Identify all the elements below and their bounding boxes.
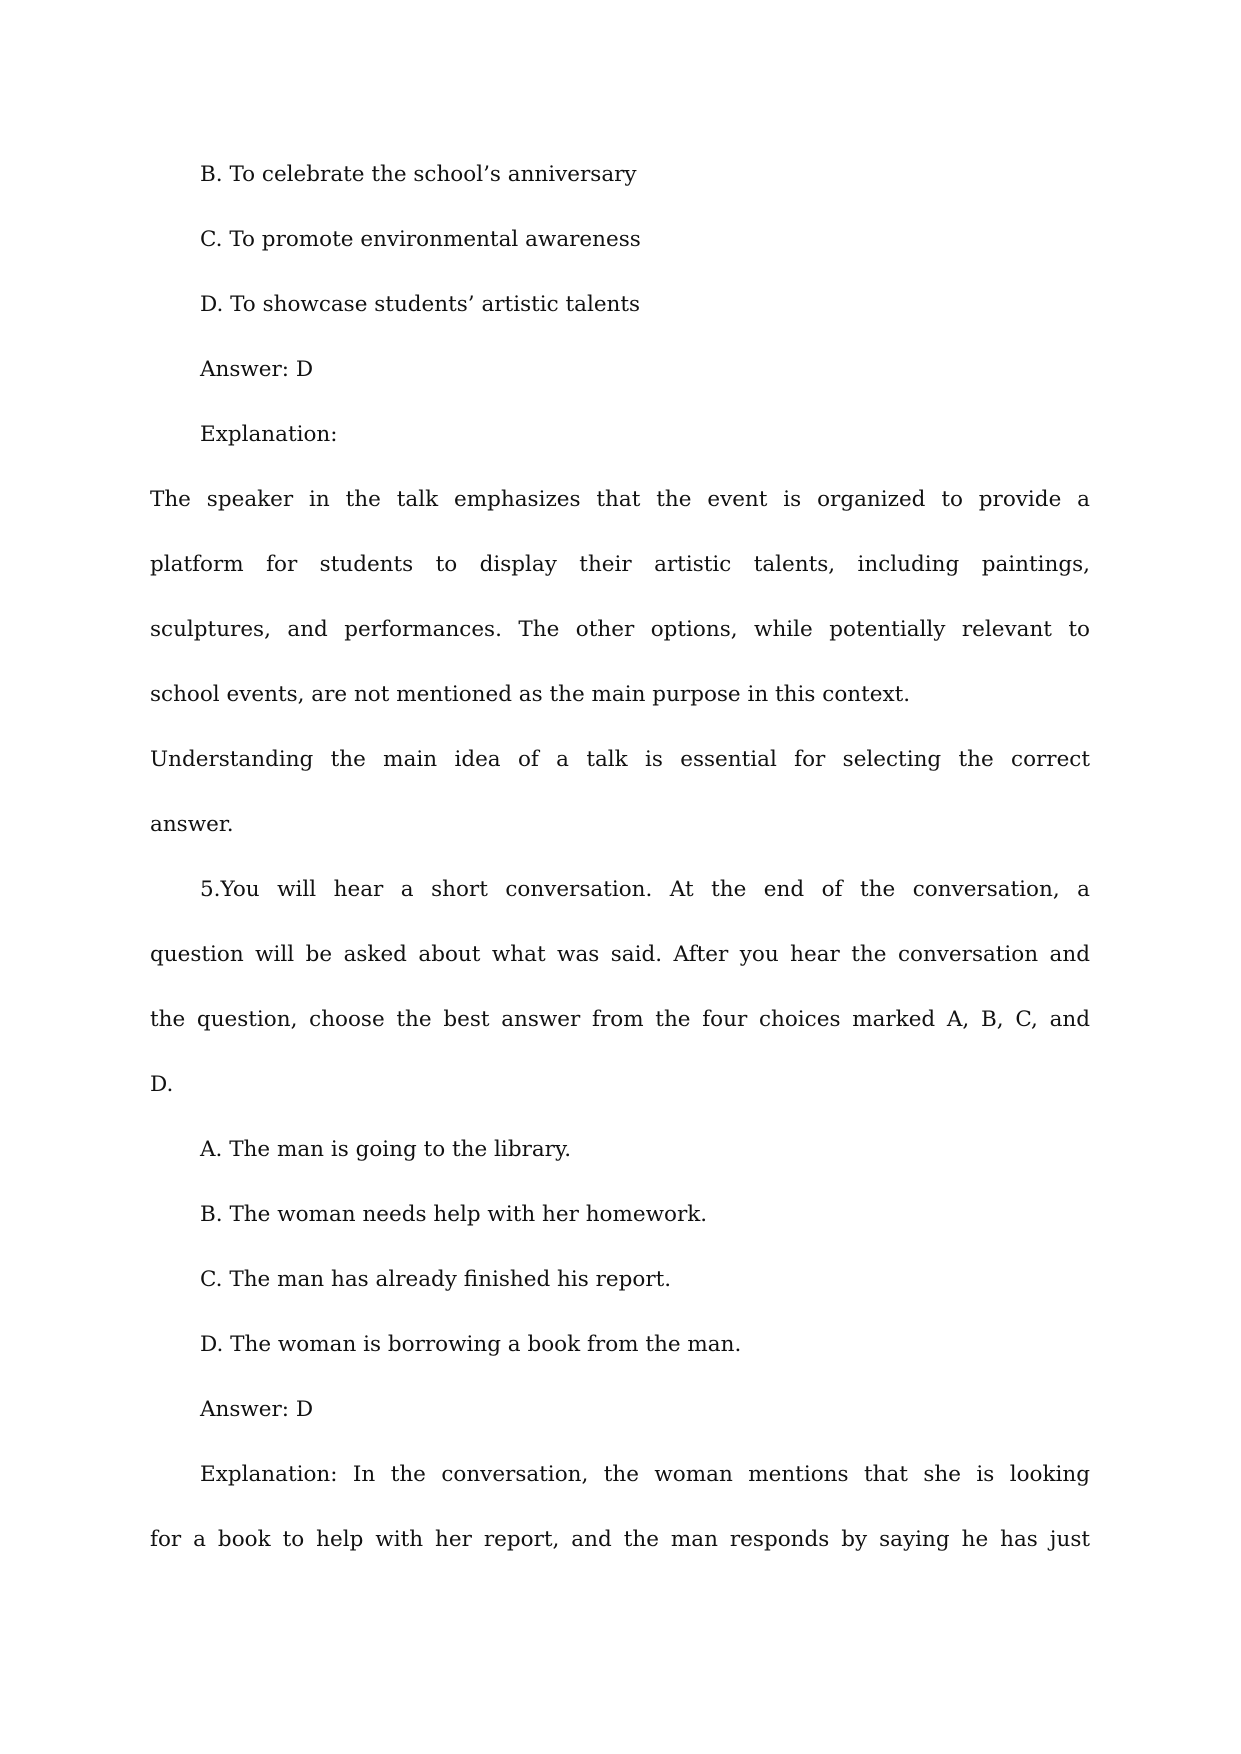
q5-answer: Answer: D [200, 1397, 314, 1422]
q5-explanation-line: for a book to help with her report, and the man responds by saying he has just [150, 1527, 1090, 1552]
q4-answer: Answer: D [200, 357, 314, 382]
q5-explanation-line: Explanation: In the conversation, the woman mentions that she is looking [200, 1462, 1090, 1487]
q5-option-c: C. The man has already finished his report. [200, 1267, 672, 1292]
q5-question-line: question will be asked about what was said. After you hear the conversation and [150, 942, 1090, 967]
q4-option-b: B. To celebrate the school’s anniversary [200, 162, 637, 187]
q4-explanation-line: school events, are not mentioned as the main purpose in this context. [150, 682, 911, 707]
document-page [150, 142, 1090, 1572]
q4-explanation-line: The speaker in the talk emphasizes that the event is organized to provide a [150, 487, 1090, 512]
q5-question-line: D. [150, 1072, 174, 1097]
q5-option-d: D. The woman is borrowing a book from the man. [200, 1332, 742, 1357]
q4-explanation-label: Explanation: [200, 422, 338, 447]
q5-question-line: the question, choose the best answer from the four choices marked A, B, C, and [150, 1007, 1090, 1032]
q5-option-b: B. The woman needs help with her homework. [200, 1202, 708, 1227]
q4-option-c: C. To promote environmental awareness [200, 227, 641, 252]
q4-explanation-line: platform for students to display their artistic talents, including paintings, [150, 552, 1090, 577]
q4-explanation-line: sculptures, and performances. The other options, while potentially relevant to [150, 617, 1090, 642]
q5-option-a: A. The man is going to the library. [200, 1137, 572, 1162]
q4-option-d: D. To showcase students’ artistic talents [200, 292, 641, 317]
q5-question-line: 5.You will hear a short conversation. At the end of the conversation, a [200, 877, 1090, 902]
q4-explanation-line: answer. [150, 812, 234, 837]
q4-explanation-line: Understanding the main idea of a talk is essential for selecting the correct [150, 747, 1090, 772]
